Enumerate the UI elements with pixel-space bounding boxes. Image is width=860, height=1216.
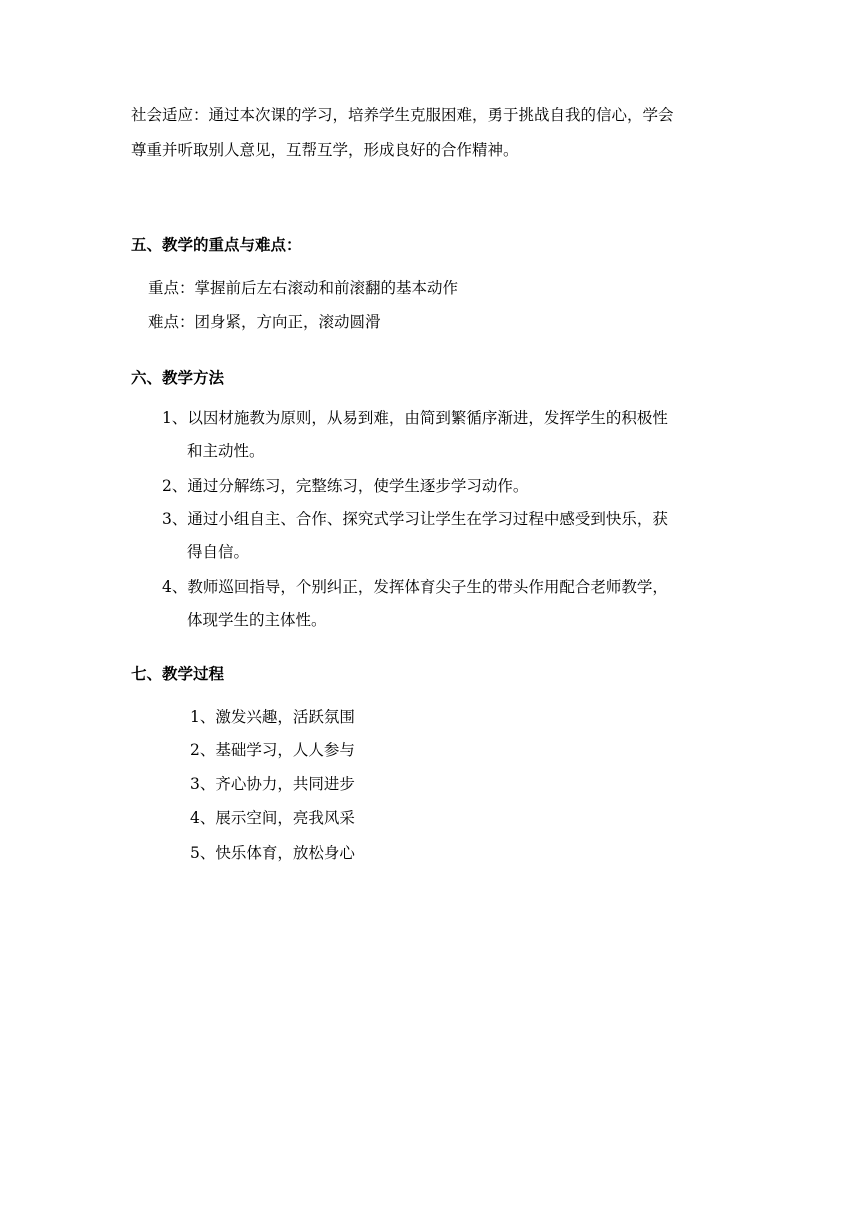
method-item-2-text: 通过分解练习，完整练习，使学生逐步学习动作。: [187, 477, 529, 495]
method-item-4-line-2: 体现学生的主体性。: [187, 611, 327, 629]
process-item-4-number: 4、: [190, 809, 216, 827]
method-item-4-text: 教师巡回指导，个别纠正，发挥体育尖子生的带头作用配合老师教学，: [187, 578, 668, 596]
method-item-3-text: 通过小组自主、合作、探究式学习让学生在学习过程中感受到快乐，获: [187, 510, 668, 528]
process-item-5: [190, 843, 355, 863]
process-item-3-text: 齐心协力，共同进步: [215, 775, 355, 793]
process-item-5-number: 5、: [190, 844, 216, 862]
method-item-2-line-1: [162, 476, 528, 496]
process-item-5-text: 快乐体育，放松身心: [215, 844, 355, 862]
process-item-3: [190, 774, 355, 794]
method-item-3-line-2: 得自信。: [187, 543, 250, 561]
process-item-4-text: 展示空间，亮我风采: [215, 809, 355, 827]
process-item-4: [190, 808, 355, 828]
process-item-3-number: 3、: [190, 775, 216, 793]
difficulty-text: 难点：团身紧，方向正，滚动圆滑: [148, 313, 381, 331]
key-point-text: 重点：掌握前后左右滚动和前滚翻的基本动作: [148, 279, 459, 297]
process-item-2: [190, 740, 355, 760]
social-adaptation-line-2: 尊重并听取别人意见，互帮互学，形成良好的合作精神。: [131, 141, 519, 159]
process-item-2-number: 2、: [190, 741, 216, 759]
social-adaptation-line-1: 社会适应：通过本次课的学习，培养学生克服困难，勇于挑战自我的信心，学会: [131, 106, 674, 124]
method-item-3-number: 3、: [162, 510, 188, 528]
method-item-1-line-2: 和主动性。: [187, 442, 265, 460]
section-5-heading: 五、教学的重点与难点：: [131, 235, 302, 254]
method-item-3-line-1: [162, 509, 668, 529]
method-item-4-number: 4、: [162, 578, 188, 596]
section-7-heading: 七、教学过程: [131, 664, 225, 683]
process-item-1: [190, 707, 355, 727]
method-item-4-line-1: [162, 577, 668, 597]
process-item-1-number: 1、: [190, 708, 216, 726]
method-item-1-number: 1、: [162, 409, 188, 427]
section-6-heading: 六、教学方法: [131, 368, 225, 387]
method-item-2-number: 2、: [162, 477, 188, 495]
process-item-1-text: 激发兴趣，活跃氛围: [215, 708, 355, 726]
process-item-2-text: 基础学习，人人参与: [215, 741, 355, 759]
method-item-1-text: 以因材施教为原则，从易到难，由简到繁循序渐进，发挥学生的积极性: [187, 409, 668, 427]
method-item-1-line-1: [162, 408, 668, 428]
